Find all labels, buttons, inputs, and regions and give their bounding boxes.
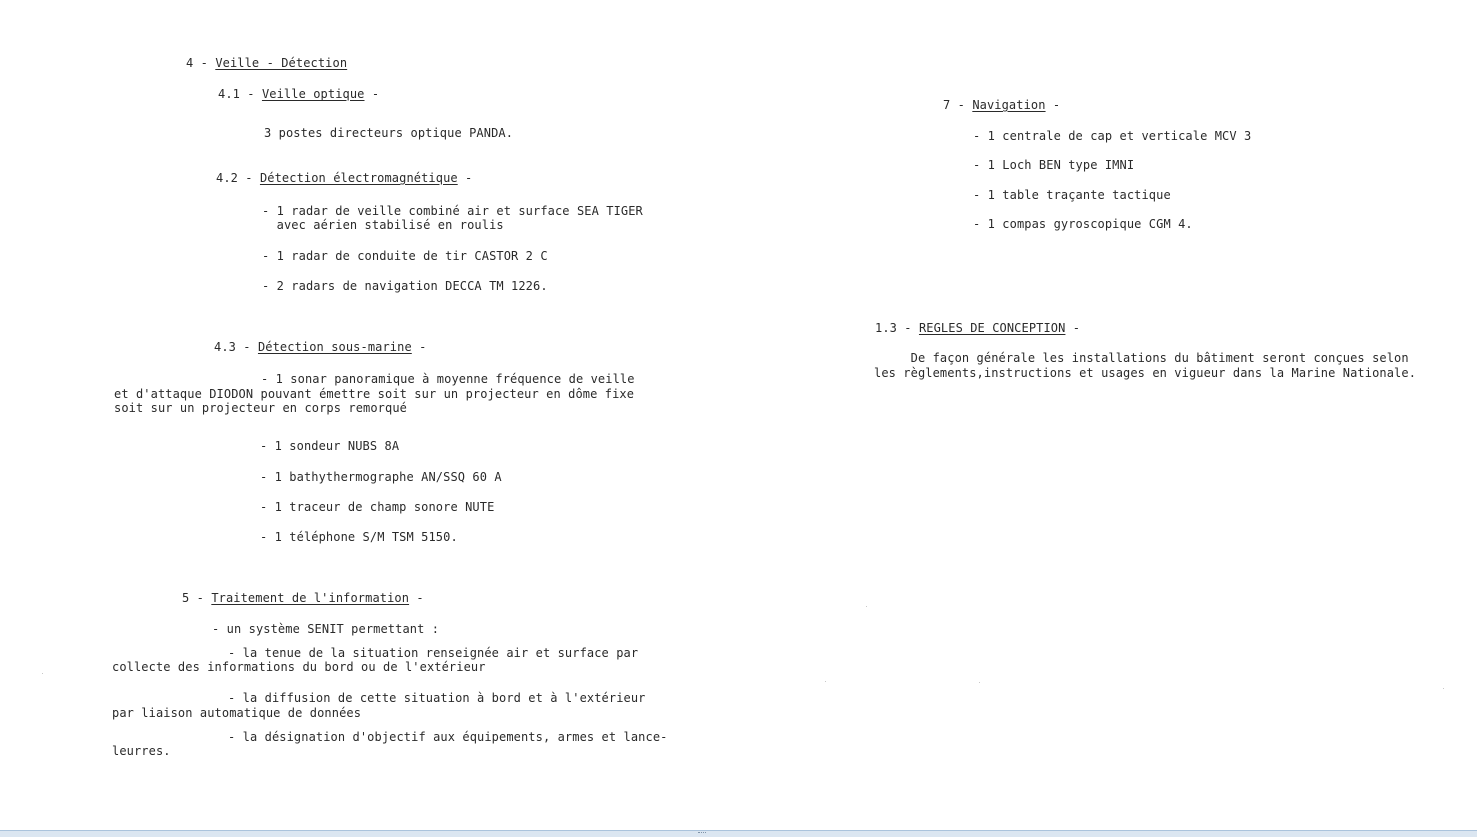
section-4-3-paragraph: soit sur un projecteur en corps remorqué (114, 401, 407, 415)
section-5-item: - la diffusion de cette situation à bord et à l'extérieur (228, 691, 646, 705)
section-5-item: leurres. (112, 744, 171, 758)
section-1-3-paragraph: De façon générale les installations du bâtiment seront conçues selon (874, 351, 1409, 365)
section-4-2-item: - 1 radar de conduite de tir CASTOR 2 C (262, 249, 548, 263)
section-4-3-item: - 1 téléphone S/M TSM 5150. (260, 530, 458, 544)
section-4-1-heading (218, 87, 379, 102)
section-5-heading (182, 591, 424, 606)
section-7-item: - 1 Loch BEN type IMNI (973, 158, 1135, 172)
section-4-2-item: - 2 radars de navigation DECCA TM 1226. (262, 279, 548, 293)
section-5-item: collecte des informations du bord ou de l'extérieur (112, 660, 486, 674)
section-4-3-item: - 1 sondeur NUBS 8A (260, 439, 400, 453)
section-7-item: - 1 compas gyroscopique CGM 4. (973, 217, 1193, 231)
section-4-2-suffix: - (457, 171, 473, 185)
section-4-3-number: 4.3 - (214, 340, 258, 354)
scan-speck (866, 606, 867, 607)
section-4-title: Veille - Détection (215, 56, 348, 70)
section-4-2-title: Détection électromagnétique (259, 171, 458, 185)
section-1-3-number: 1.3 - (875, 321, 919, 335)
section-5-item: par liaison automatique de données (112, 706, 362, 720)
section-5-title: Traitement de l'information (211, 591, 410, 605)
section-4-1-item: 3 postes directeurs optique PANDA. (264, 126, 514, 140)
resize-grip-icon[interactable] (698, 832, 706, 835)
viewer-bottom-bar (0, 830, 1477, 837)
scan-speck (825, 681, 826, 682)
section-4-1-suffix: - (364, 87, 380, 101)
section-1-3-heading (875, 321, 1080, 336)
section-4-3-paragraph: - 1 sonar panoramique à moyenne fréquence de veille (261, 372, 635, 386)
section-5-number: 5 - (182, 591, 212, 605)
section-4-2-item: - 1 radar de veille combiné air et surface SEA TIGER (262, 204, 643, 218)
section-1-3-title: REGLES DE CONCEPTION (918, 321, 1066, 335)
scan-speck (42, 673, 43, 674)
section-5-intro: - un système SENIT permettant : (212, 622, 440, 636)
section-4-3-paragraph: et d'attaque DIODON pouvant émettre soit sur un projecteur en dôme fixe (114, 387, 635, 401)
section-4-1-title: Veille optique (261, 87, 365, 101)
section-4-3-item: - 1 bathythermographe AN/SSQ 60 A (260, 470, 502, 484)
section-7-item: - 1 table traçante tactique (973, 188, 1171, 202)
section-7-title: Navigation (972, 98, 1046, 112)
section-5-item: - la tenue de la situation renseignée air et surface par (228, 646, 639, 660)
section-4-2-item: avec aérien stabilisé en roulis (262, 218, 504, 232)
section-7-suffix: - (1045, 98, 1061, 112)
section-4-3-title: Détection sous-marine (257, 340, 412, 354)
section-7-item: - 1 centrale de cap et verticale MCV 3 (973, 129, 1252, 143)
section-4-1-number: 4.1 - (218, 87, 262, 101)
scan-speck (979, 682, 980, 683)
section-4-2-number: 4.2 - (216, 171, 260, 185)
section-5-item: - la désignation d'objectif aux équipements, armes et lance- (228, 730, 668, 744)
section-4-3-suffix: - (411, 340, 427, 354)
scan-speck (1443, 688, 1444, 689)
section-4-heading (186, 56, 347, 71)
section-4-3-heading (214, 340, 426, 355)
section-7-number: 7 - (943, 98, 973, 112)
section-5-suffix: - (409, 591, 424, 605)
section-4-number: 4 - (186, 56, 216, 70)
section-1-3-suffix: - (1065, 321, 1081, 335)
section-1-3-paragraph: les règlements,instructions et usages en vigueur dans la Marine Nationale. (874, 366, 1417, 380)
section-4-3-item: - 1 traceur de champ sonore NUTE (260, 500, 495, 514)
section-7-heading (943, 98, 1060, 113)
section-4-2-heading (216, 171, 472, 186)
